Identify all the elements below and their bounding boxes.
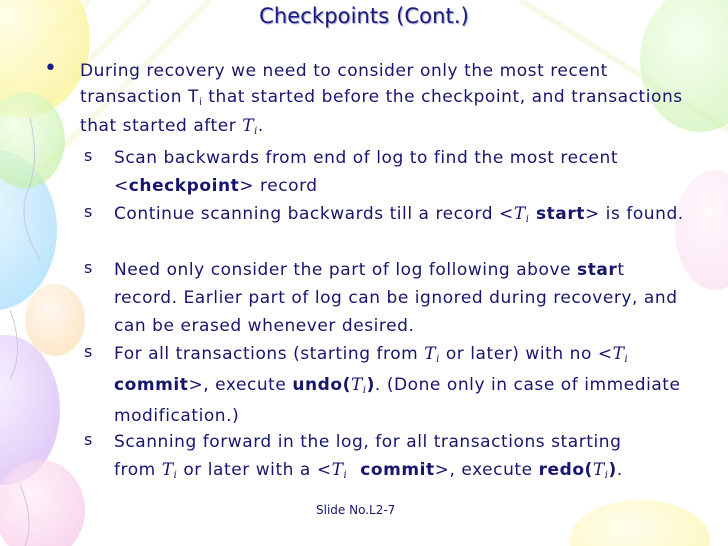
sub-bullet-marker: s [84, 430, 93, 449]
sub-bullet-1: s Scan backwards from end of log to find the most recent <checkpoint> record [84, 146, 619, 196]
sub-bullet-marker: s [84, 146, 93, 165]
slide-number: Slide No.L2-7 [316, 503, 396, 517]
main-bullet [44, 58, 684, 142]
bullet-marker: • [44, 56, 57, 81]
sub-bullet-2: s Continue scanning backwards till a record <Ti start> is found. [84, 202, 684, 225]
sub-bullet-marker: s [84, 258, 93, 277]
slide-title: Checkpoints (Cont.) [259, 4, 469, 28]
sub-bullet-marker: s [84, 202, 93, 221]
sub-bullet-3: s Need only consider the part of log following above start record. Earlier part of log can be ignored during recovery, and can be erased whenever desired. [84, 258, 678, 336]
sub-bullet-4: s For all transactions (starting from Ti or later) with no <Ti commit>, execute undo(Ti). (Done only in case of immediate modification.) [84, 342, 681, 426]
sub-bullet-5: s Scanning forward in the log, for all transactions starting from Ti or later with a <Ti commit>, execute redo(Ti). [84, 430, 681, 481]
main-bullet-text: During recovery we need to consider only the most recent transaction Ti that started before the checkpoint, and transactions that started after Ti. [80, 61, 683, 137]
sub-bullet-marker: s [84, 342, 93, 361]
